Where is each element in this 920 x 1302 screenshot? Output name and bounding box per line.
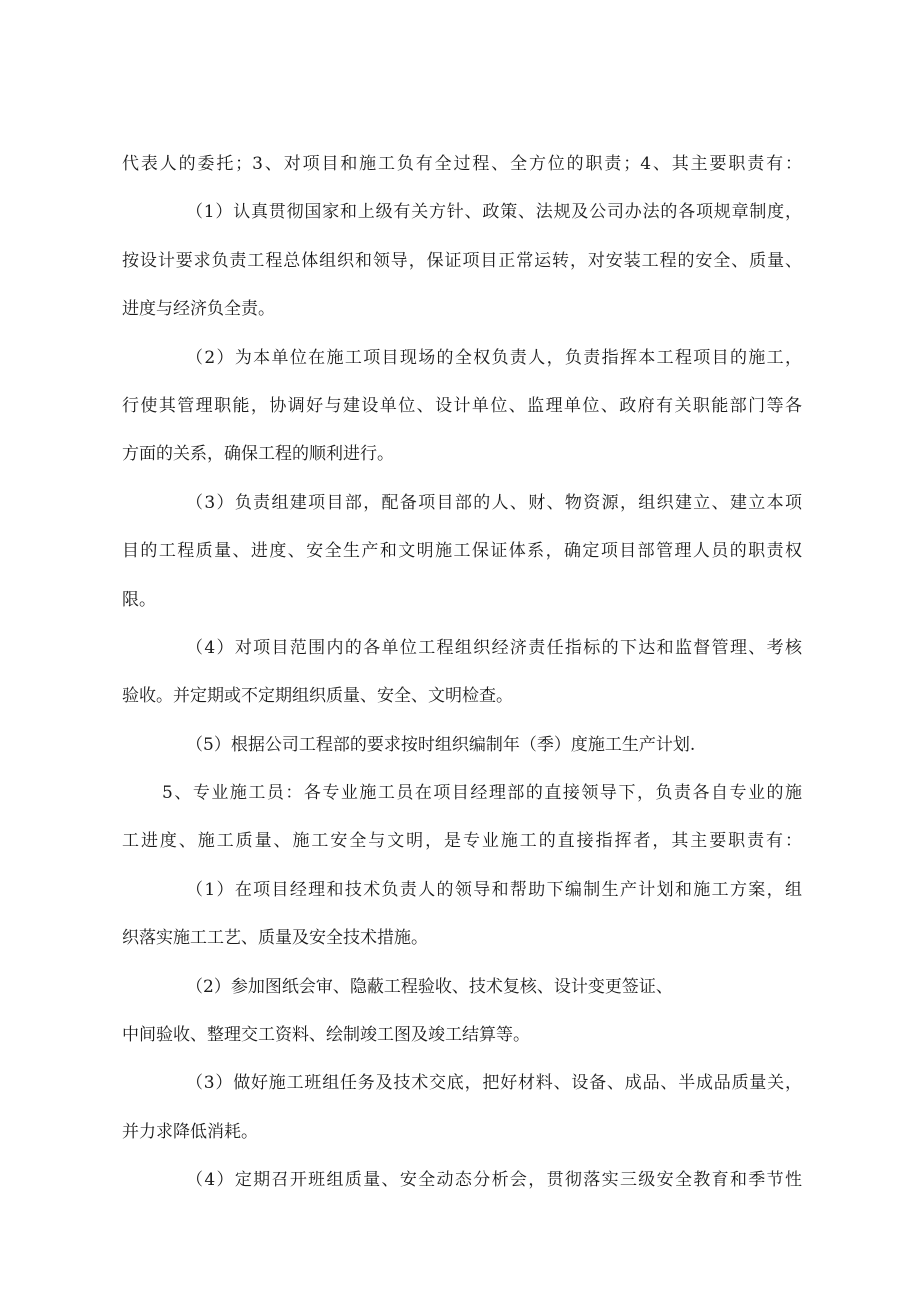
document-body: [122, 140, 802, 1205]
text-line: 方面的关系，确保工程的顺利进行。: [122, 444, 394, 465]
text-line: （1）认真贯彻国家和上级有关方针、政策、法规及公司办法的各项规章制度，: [186, 202, 802, 223]
text-line: 中间验收、整理交工资料、绘制竣工图及竣工结算等。: [122, 1025, 530, 1046]
text-line: （2）参加图纸会审、隐蔽工程验收、技术复核、设计变更签证、: [186, 976, 673, 997]
text-line: 行使其管理职能，协调好与建设单位、设计单位、监理单位、政府有关职能部门等各: [122, 395, 802, 416]
text-line: （1）在项目经理和技术负责人的领导和帮助下编制生产计划和施工方案，组: [186, 879, 802, 900]
text-line: 进度与经济负全责。: [122, 299, 275, 320]
text-line: 验收。并定期或不定期组织质量、安全、文明检查。: [122, 686, 513, 707]
text-line: 限。: [122, 589, 156, 610]
text-line: （3）做好施工班组任务及技术交底，把好材料、设备、成品、半成品质量关，: [186, 1073, 802, 1094]
text-line: 5、专业施工员：各专业施工员在项目经理部的直接领导下，负责各自专业的施: [162, 783, 802, 804]
text-line: 并力求降低消耗。: [122, 1121, 258, 1142]
text-line: （3）负责组建项目部，配备项目部的人、财、物资源，组织建立、建立本项: [186, 492, 802, 513]
text-line: （4）对项目范围内的各单位工程组织经济责任指标的下达和监督管理、考核: [186, 637, 802, 658]
text-line: 代表人的委托；3、对项目和施工负有全过程、全方位的职责；4、其主要职责有：: [122, 154, 802, 174]
text-line: （4）定期召开班组质量、安全动态分析会，贯彻落实三级安全教育和季节性: [186, 1170, 802, 1191]
text-line: 按设计要求负责工程总体组织和领导，保证项目正常运转，对安装工程的安全、质量、: [122, 250, 802, 271]
text-line: （5）根据公司工程部的要求按时组织编制年（季）度施工生产计划.: [186, 734, 696, 755]
text-line: （2）为本单位在施工项目现场的全权负责人，负责指挥本工程项目的施工，: [186, 347, 802, 368]
text-line: 目的工程质量、进度、安全生产和文明施工保证体系，确定项目部管理人员的职责权: [122, 541, 802, 562]
text-line: 织落实施工工艺、质量及安全技术措施。: [122, 928, 428, 949]
text-line: 工进度、施工质量、施工安全与文明，是专业施工的直接指挥者，其主要职责有：: [122, 831, 802, 852]
